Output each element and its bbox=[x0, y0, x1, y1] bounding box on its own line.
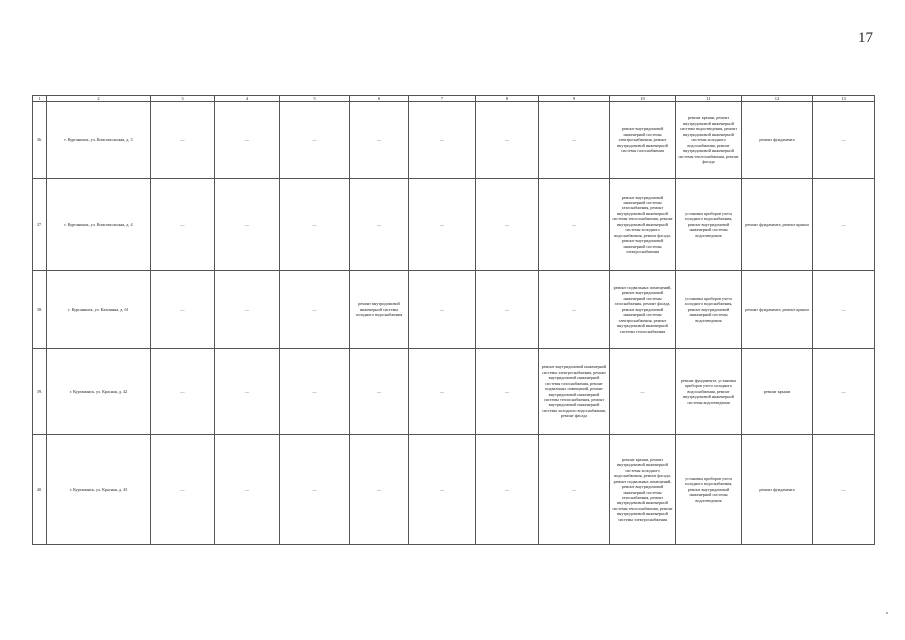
table-cell: — bbox=[409, 179, 476, 271]
table-cell: — bbox=[409, 271, 476, 349]
table-cell: ремонт подвальных помещений, ремонт внутридомовой инженерной системы газоснабжения, ремонт фасада, ремонт внутридомовой инженерной системы электроснабжения, ремонт внутридомовой инженерной системы теплоснабжения bbox=[610, 271, 676, 349]
column-number: 9 bbox=[539, 96, 610, 102]
table-cell: — bbox=[610, 349, 676, 435]
row-number: 36. bbox=[33, 102, 47, 179]
column-number: 4 bbox=[215, 96, 280, 102]
row-number: 39. bbox=[33, 349, 47, 435]
table-cell: — bbox=[215, 179, 280, 271]
table-cell: — bbox=[151, 435, 215, 545]
column-number: 13 bbox=[813, 96, 875, 102]
column-number: 6 bbox=[350, 96, 409, 102]
table-cell: ремонт фундамента bbox=[742, 435, 813, 545]
table-cell: ремонт фундамента, установка приборов учета холодного водоснабжения, ремонт внутридомовой инженерной системы водоотведения bbox=[676, 349, 742, 435]
table-cell: — bbox=[350, 102, 409, 179]
table-cell: — bbox=[280, 102, 350, 179]
row-address: г. Курганинск, ул. Красная, д. 42 bbox=[47, 349, 151, 435]
table-cell: — bbox=[476, 349, 539, 435]
table-cell: — bbox=[539, 435, 610, 545]
table-cell: ремонт фундамента, ремонт крыши bbox=[742, 271, 813, 349]
row-address: г. Курганинск, ул. Красная, д. 43 bbox=[47, 435, 151, 545]
table-cell: ремонт фундамента, ремонт крыши bbox=[742, 179, 813, 271]
table-cell: — bbox=[280, 179, 350, 271]
row-address: г. Курганинск, ул. Комсомольская, д. 4 bbox=[47, 179, 151, 271]
table-cell: ремонт внутридомовой инженерной системы холодного водоснабжения bbox=[350, 271, 409, 349]
table-cell: — bbox=[476, 102, 539, 179]
column-number: 8 bbox=[476, 96, 539, 102]
table-row bbox=[33, 271, 875, 349]
table-cell: — bbox=[350, 179, 409, 271]
table-row bbox=[33, 179, 875, 271]
table-cell: — bbox=[409, 435, 476, 545]
row-number: 37. bbox=[33, 179, 47, 271]
table-cell: — bbox=[813, 349, 875, 435]
table-row bbox=[33, 349, 875, 435]
column-number: 3 bbox=[151, 96, 215, 102]
table-cell: — bbox=[350, 349, 409, 435]
table-cell: — bbox=[409, 349, 476, 435]
table-cell: — bbox=[409, 102, 476, 179]
table-cell: — bbox=[539, 271, 610, 349]
table-cell: — bbox=[151, 349, 215, 435]
column-number: 7 bbox=[409, 96, 476, 102]
table-row bbox=[33, 102, 875, 179]
repair-schedule-table bbox=[32, 95, 875, 545]
table-cell: — bbox=[813, 435, 875, 545]
table-cell: — bbox=[476, 271, 539, 349]
table-cell: — bbox=[280, 271, 350, 349]
column-number: 10 bbox=[610, 96, 676, 102]
table-row bbox=[33, 435, 875, 545]
table-cell: — bbox=[280, 349, 350, 435]
column-number: 11 bbox=[676, 96, 742, 102]
column-number: 5 bbox=[280, 96, 350, 102]
page-number: 17 bbox=[858, 30, 873, 46]
table-cell: установка приборов учета холодного водоснабжения, ремонт внутридомовой инженерной системы водоотведения bbox=[676, 179, 742, 271]
table-cell: — bbox=[215, 271, 280, 349]
table-cell: — bbox=[280, 435, 350, 545]
table-cell: — bbox=[813, 102, 875, 179]
row-number: 40. bbox=[33, 435, 47, 545]
table-cell: ремонт внутридомовой инженерной системы электроснабжения, ремонт внутридомовой инженерной системы газоснабжения bbox=[610, 102, 676, 179]
table-cell: — bbox=[813, 271, 875, 349]
table-cell: — bbox=[151, 179, 215, 271]
table-cell: — bbox=[813, 179, 875, 271]
table-cell: ремонт крыши bbox=[742, 349, 813, 435]
scan-speck bbox=[886, 612, 888, 614]
column-number: 12 bbox=[742, 96, 813, 102]
table-cell: — bbox=[215, 435, 280, 545]
table-cell: — bbox=[539, 102, 610, 179]
table-cell: — bbox=[215, 349, 280, 435]
table-cell: — bbox=[151, 271, 215, 349]
table-cell: ремонт внутридомовой инженерной системы электроснабжения, ремонт внутридомовой инженерной системы газоснабжения, ремонт подвальных помещений, ремонт внутридомовой инженерной системы теплоснабжения, ремонт внутридомовой инженерной системы холодного водоснабжения, ремонт фасада bbox=[539, 349, 610, 435]
table-cell: установка приборов учета холодного водоснабжения, ремонт внутридомовой инженерной системы водоотведения bbox=[676, 435, 742, 545]
table-cell: — bbox=[476, 179, 539, 271]
row-number: 38. bbox=[33, 271, 47, 349]
table-cell: — bbox=[539, 179, 610, 271]
row-address: г. Курганинск, ул. Комсомольская, д. 3 bbox=[47, 102, 151, 179]
row-address: г. Курганинск, ул. Калинина, д. 61 bbox=[47, 271, 151, 349]
column-number: 2 bbox=[47, 96, 151, 102]
table-cell: установка приборов учета холодного водоснабжения, ремонт внутридомовой инженерной системы водоотведения bbox=[676, 271, 742, 349]
table-cell: ремонт внутридомовой инженерной системы газоснабжения, ремонт внутридомовой инженерной системы теплоснабжения, ремонт внутридомовой инженерной системы холодного водоснабжения, ремонт фасада, ремонт внутридомовой инженерной системы электроснабжения bbox=[610, 179, 676, 271]
table-cell: — bbox=[350, 435, 409, 545]
table-cell: ремонт крыши, ремонт внутридомовой инженерной системы водоотведения, ремонт внутридомовой инженерной системы холодного водоснабжения, ремонт внутридомовой инженерной системы теплоснабжения, ремонт фасада bbox=[676, 102, 742, 179]
table-cell: — bbox=[151, 102, 215, 179]
table-cell: — bbox=[476, 435, 539, 545]
column-number: 1 bbox=[33, 96, 47, 102]
table-cell: ремонт крыши, ремонт внутридомовой инженерной системы холодного водоснабжения, ремонт фасада, ремонт подвальных помещений, ремонт внутридомовой инженерной системы газоснабжения, ремонт внутридомовой инженерной системы теплоснабжения, ремонт внутридомовой инженерной системы электроснабжения bbox=[610, 435, 676, 545]
table-cell: — bbox=[215, 102, 280, 179]
table-cell: ремонт фундамента bbox=[742, 102, 813, 179]
